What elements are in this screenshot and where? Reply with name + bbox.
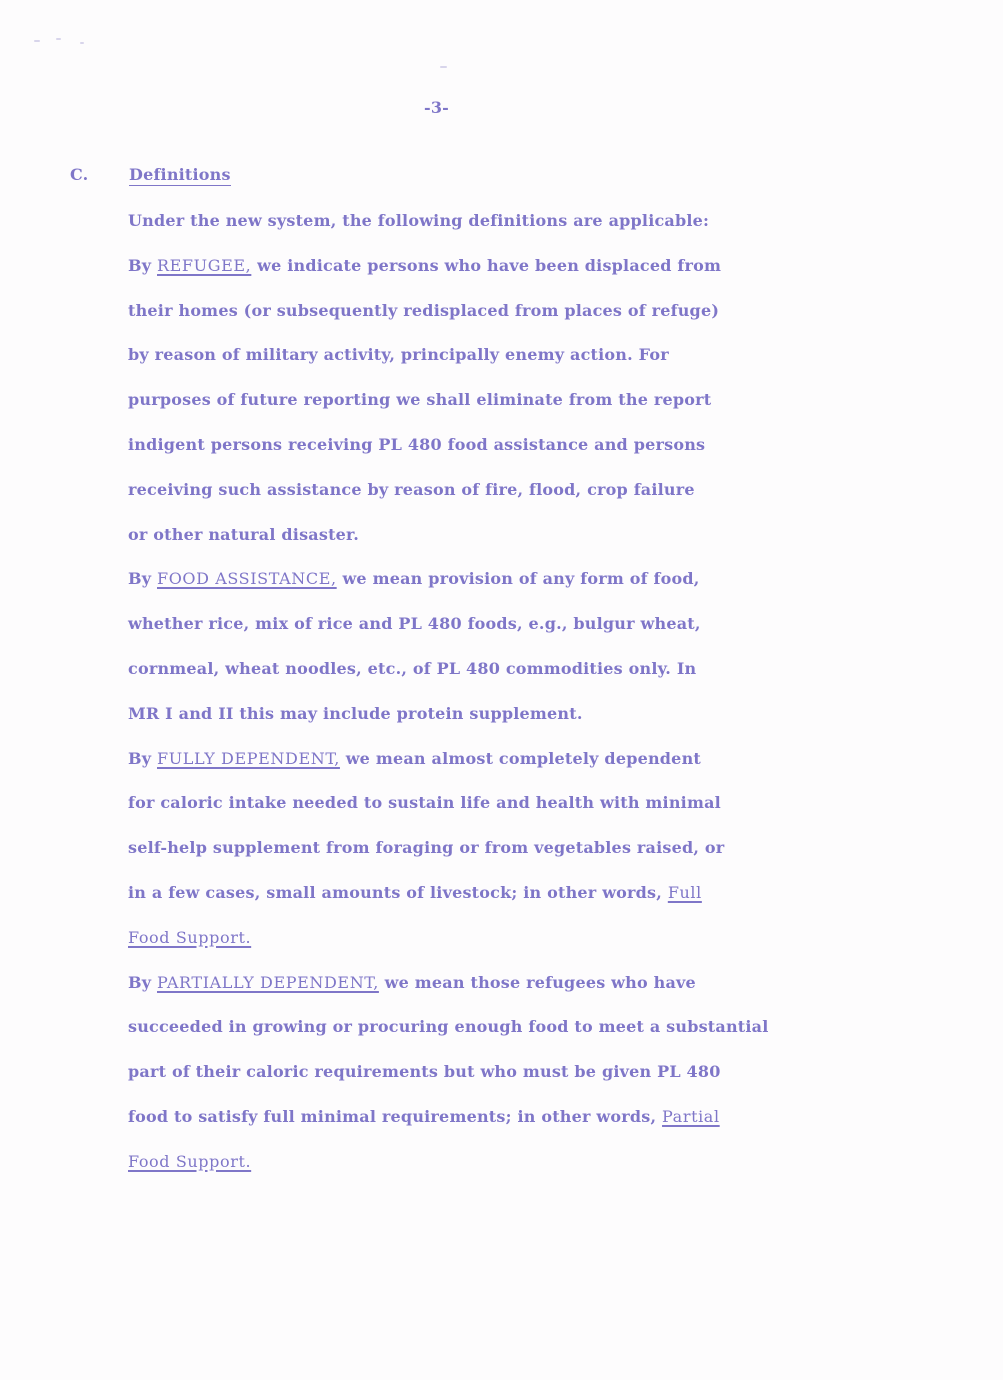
line-text: By — [128, 255, 157, 275]
line-text: whether rice, mix of rice and PL 480 foods, e.g., bulgur wheat, — [128, 614, 701, 634]
body-line — [128, 928, 251, 947]
body-line — [128, 1107, 720, 1126]
underlined-term: Full — [667, 883, 702, 902]
body-line — [128, 749, 701, 768]
body-line — [128, 659, 696, 678]
line-text: part of their caloric requirements but who must be given PL 480 — [128, 1062, 721, 1082]
line-text: by reason of military activity, principally enemy action. For — [128, 345, 669, 365]
line-text: By — [128, 972, 157, 992]
line-text: cornmeal, wheat noodles, etc., of PL 480 commodities only. In — [128, 659, 697, 678]
underlined-term: REFUGEE, — [157, 255, 252, 275]
paper-smudge — [34, 40, 40, 42]
body-line — [128, 883, 702, 902]
line-text: their homes (or subsequently redisplaced from places of refuge) — [128, 300, 720, 320]
body-line — [128, 569, 699, 588]
line-text: Under the new system, the following definitions are applicable: — [128, 211, 710, 230]
line-text: By — [128, 569, 157, 589]
body-line — [128, 525, 359, 544]
section-title: Definitions — [129, 165, 231, 184]
line-text: indigent persons receiving PL 480 food assistance and persons — [128, 435, 706, 454]
line-text: receiving such assistance by reason of fire, flood, crop failure — [128, 479, 695, 499]
line-text: food to satisfy full minimal requirements; in other words, — [128, 1107, 663, 1126]
body-line — [128, 973, 696, 992]
body-line — [128, 435, 705, 454]
body-line — [128, 704, 583, 723]
paper-smudge — [56, 38, 61, 40]
body-line — [128, 614, 701, 633]
line-text: purposes of future reporting we shall eliminate from the report — [128, 390, 712, 410]
body-line — [128, 1062, 721, 1081]
underlined-term: Partial — [662, 1107, 720, 1126]
line-text: By — [128, 748, 157, 768]
body-line — [128, 345, 669, 364]
body-line — [128, 390, 711, 409]
body-line — [128, 838, 724, 857]
page-number: -3- — [424, 98, 450, 117]
line-text: we mean those refugees who have — [378, 972, 696, 992]
body-line — [128, 1152, 251, 1171]
line-text: we indicate persons who have been displaced from — [251, 255, 722, 275]
line-text: self-help supplement from foraging or from vegetables raised, or — [128, 838, 725, 858]
section-letter: C. — [70, 165, 89, 184]
line-text: MR I and II this may include protein supplement. — [128, 703, 583, 723]
line-text: in a few cases, small amounts of livestock; in other words, — [128, 883, 668, 902]
body-line — [128, 211, 709, 230]
underlined-term: FULLY DEPENDENT, — [157, 748, 340, 768]
underlined-term: Food Support. — [128, 927, 252, 947]
paper-smudge — [440, 66, 447, 68]
paper-smudge — [80, 42, 84, 44]
body-line — [128, 1017, 769, 1036]
underlined-term: Food Support. — [128, 1151, 252, 1171]
line-text: we mean almost completely dependent — [339, 748, 701, 768]
line-text: or other natural disaster. — [128, 524, 359, 544]
body-line — [128, 480, 695, 499]
body-line — [128, 793, 721, 812]
underlined-term: PARTIALLY DEPENDENT, — [157, 972, 379, 992]
line-text: for caloric intake needed to sustain life and health with minimal — [128, 793, 721, 813]
line-text: succeeded in growing or procuring enough food to meet a substantial — [128, 1017, 769, 1037]
line-text: we mean provision of any form of food, — [336, 569, 700, 589]
underlined-term: FOOD ASSISTANCE, — [157, 569, 337, 589]
body-line — [128, 256, 721, 275]
body-line — [128, 301, 719, 320]
